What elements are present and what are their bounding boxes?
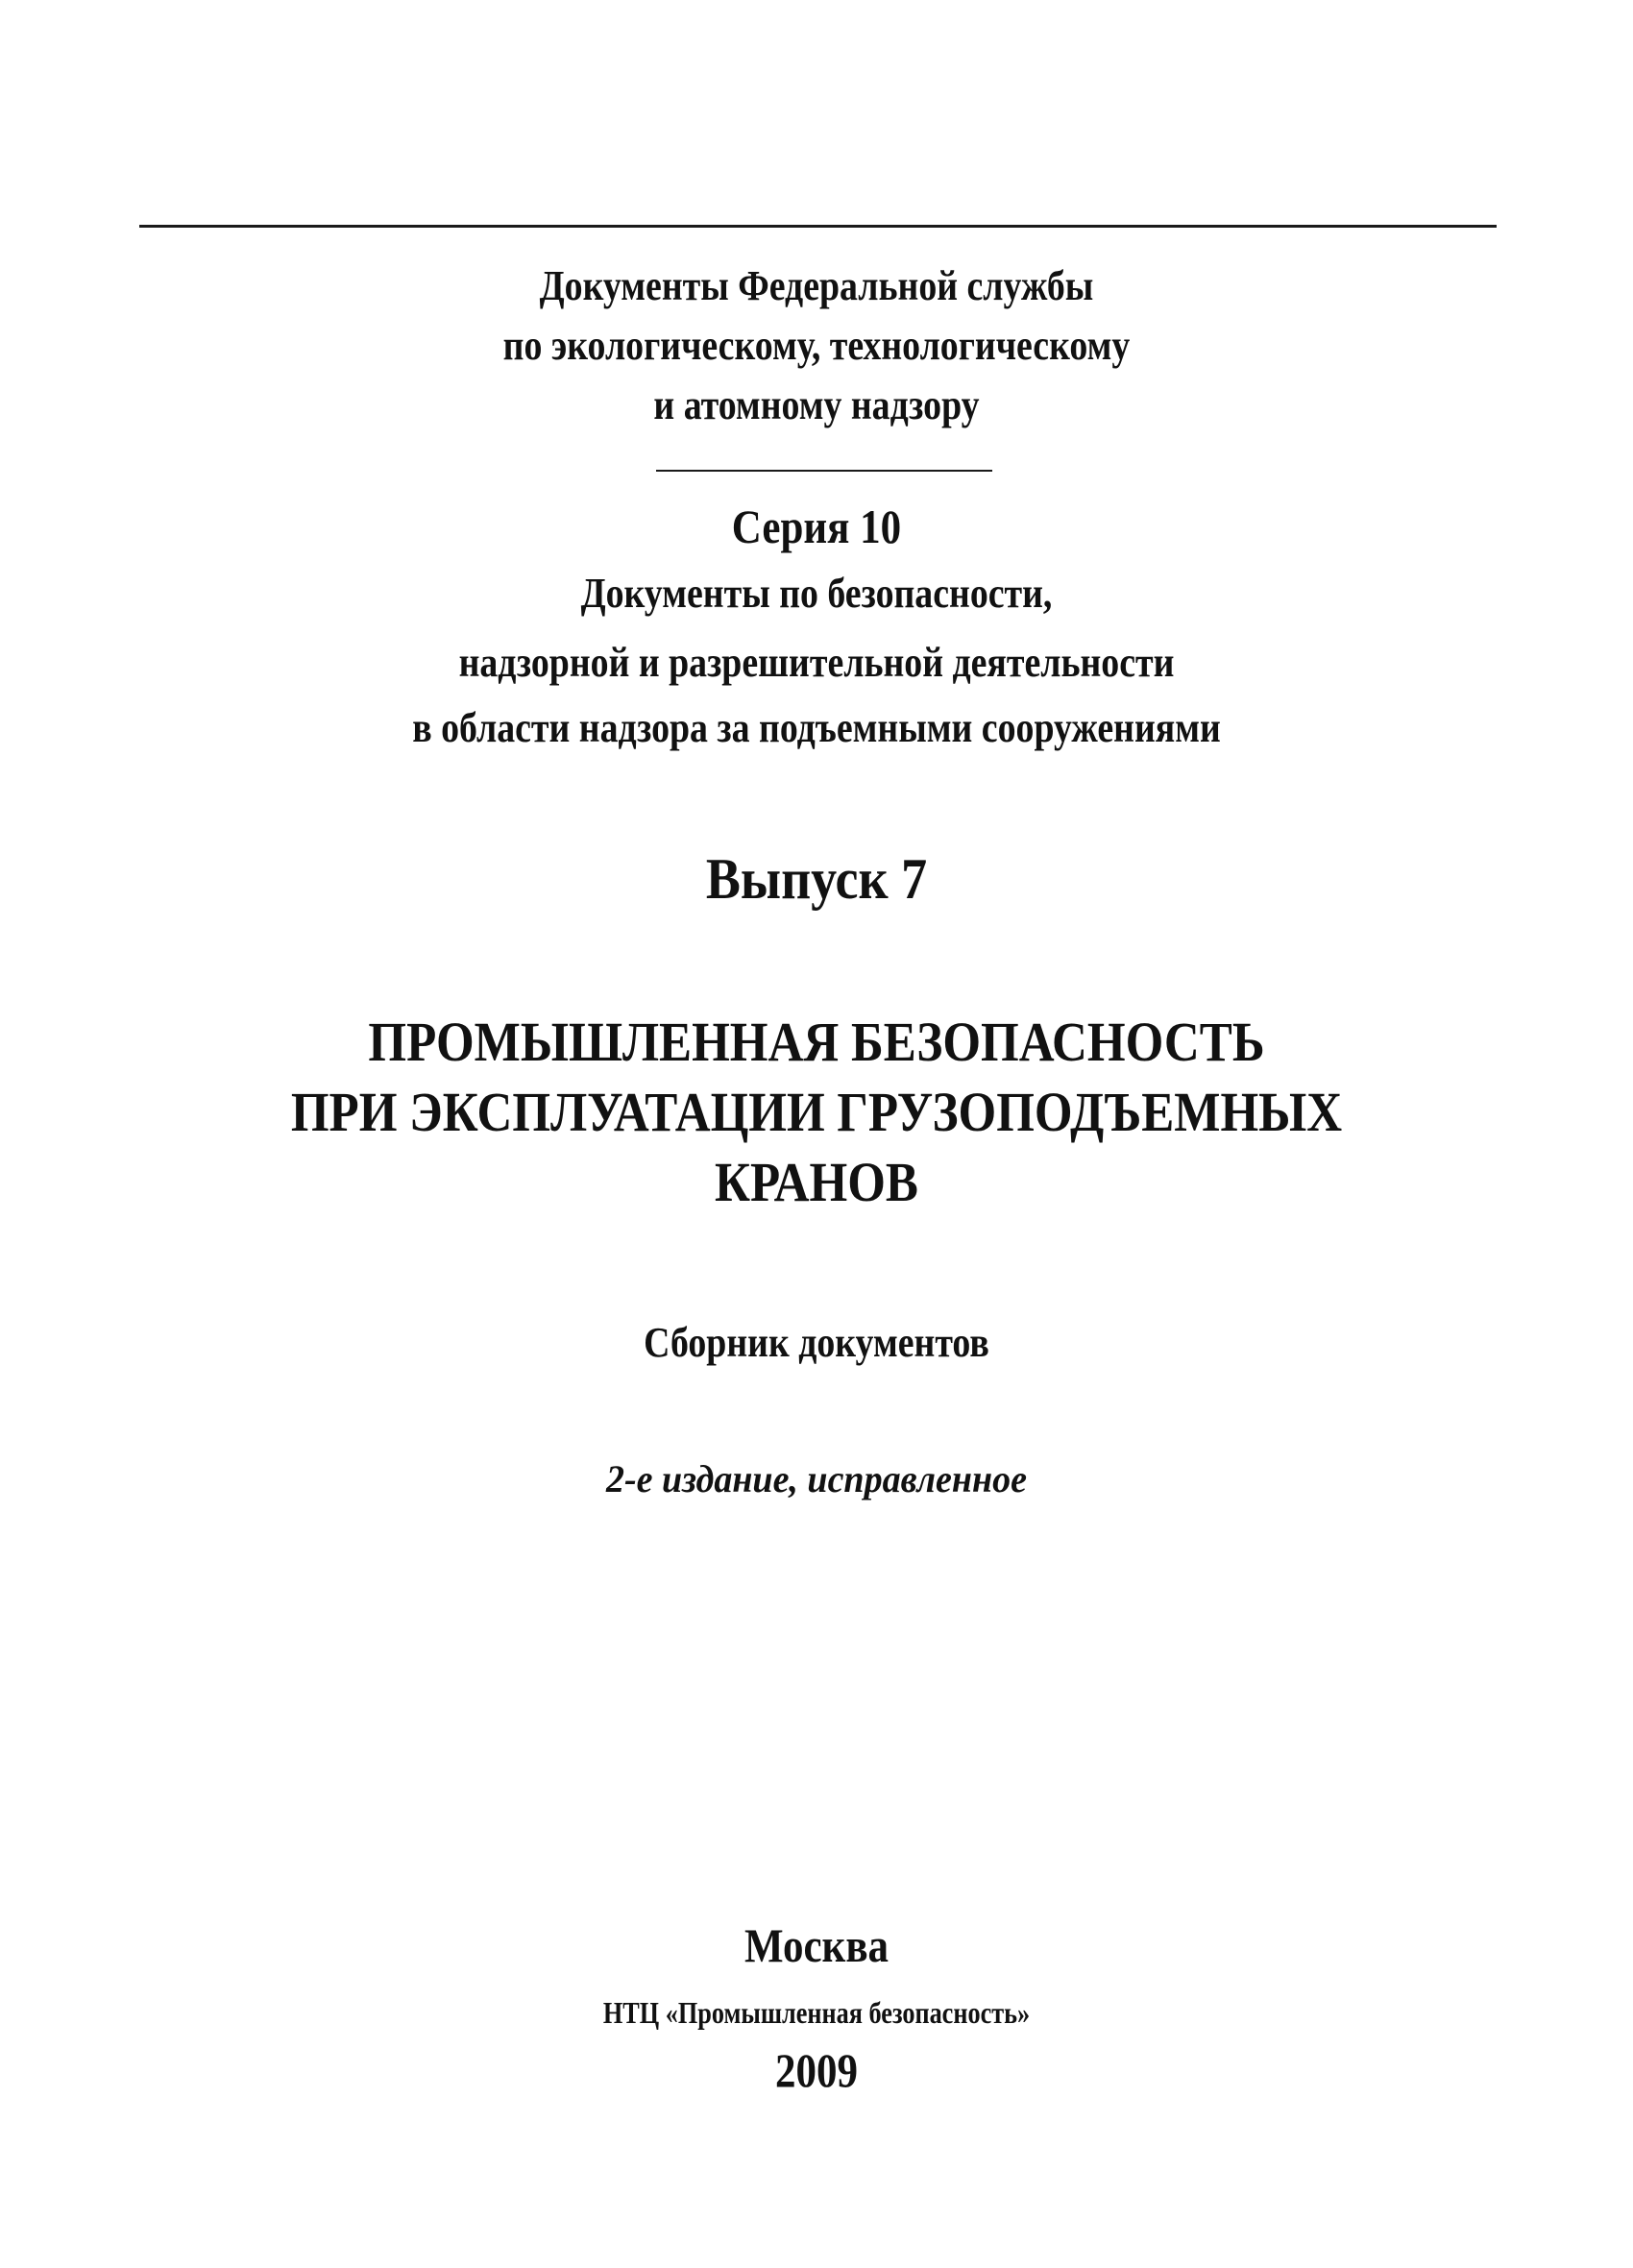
main-title-line-1: ПРОМЫШЛЕННАЯ БЕЗОПАСНОСТЬ (368, 1011, 1265, 1073)
series-title: Серия 10 (731, 500, 902, 553)
agency-line-3: и атомному надзору (653, 381, 980, 428)
main-title-line-2: ПРИ ЭКСПЛУАТАЦИИ ГРУЗОПОДЪЕМНЫХ (290, 1081, 1343, 1143)
series-desc-line-3: в области надзора за подъемными сооружениями (412, 704, 1221, 751)
imprint-publisher: НТЦ «Промышленная безопасность» (602, 1995, 1031, 2030)
divider-rule (656, 470, 992, 472)
top-rule (139, 225, 1497, 228)
edition-note: 2-е издание, исправленное (606, 1457, 1027, 1500)
series-desc-line-1: Документы по безопасности, (580, 570, 1053, 617)
series-desc-line-2: надзорной и разрешительной деятельности (458, 639, 1175, 686)
main-title-line-3: КРАНОВ (715, 1151, 918, 1213)
imprint-city: Москва (743, 1918, 890, 1972)
agency-line-2: по экологическому, технологическому (502, 322, 1131, 369)
document-kind: Сборник документов (644, 1319, 989, 1366)
imprint-year: 2009 (775, 2043, 858, 2097)
issue-number: Выпуск 7 (705, 847, 928, 911)
agency-line-1: Документы Федеральной службы (539, 262, 1094, 309)
